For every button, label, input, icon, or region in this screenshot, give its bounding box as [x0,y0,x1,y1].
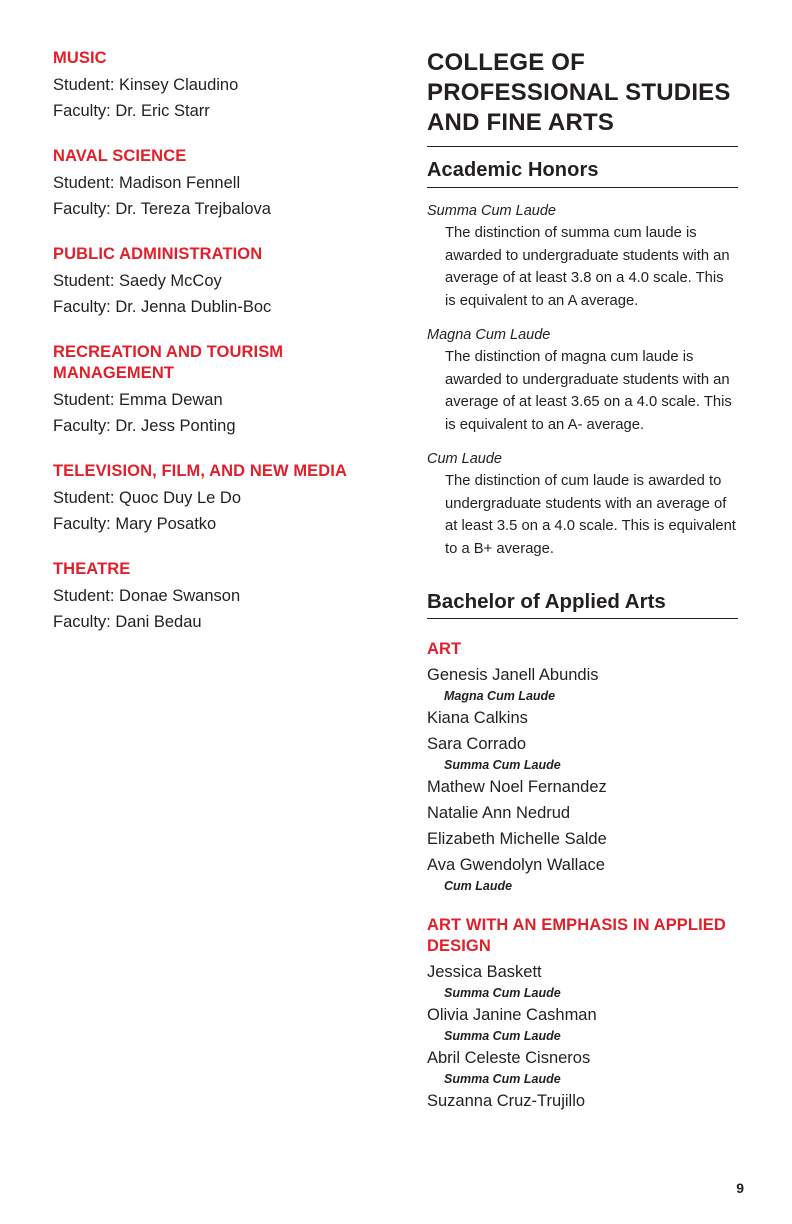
department-student: Student: Emma Dewan [53,391,223,409]
honor-term: Cum Laude [427,451,502,467]
academic-honors-divider [427,187,738,188]
graduate-name: Olivia Janine Cashman [427,1006,597,1024]
department-student: Student: Kinsey Claudino [53,76,239,94]
degree-divider [427,618,738,619]
graduate-name: Mathew Noel Fernandez [427,778,607,796]
graduate-honor: Summa Cum Laude [444,1029,561,1043]
academic-honors-list [427,202,738,560]
graduate-name: Elizabeth Michelle Salde [427,830,607,848]
page-number: 9 [736,1180,744,1196]
department-block [53,146,373,222]
department-student: Student: Madison Fennell [53,174,241,192]
academic-honors-heading: Academic Honors [427,159,599,181]
department-name: NAVAL SCIENCE [53,147,187,165]
department-student: Student: Saedy McCoy [53,272,222,290]
department-faculty: Faculty: Mary Posatko [53,515,217,533]
graduate-honor: Summa Cum Laude [444,986,561,1000]
department-faculty: Faculty: Dr. Eric Starr [53,102,210,120]
department-block [53,48,373,124]
major-block [427,915,738,1114]
honor-definition [427,450,738,560]
honor-description: The distinction of summa cum laude is awarded to undergraduate students with an average of at least 3.8 on a 4.0 scale. This is equivalent to an A average. [445,225,730,309]
college-title: COLLEGE OF PROFESSIONAL STUDIES AND FINE ARTS [427,49,731,136]
majors-list [427,639,738,1114]
graduate-honor: Summa Cum Laude [444,1072,561,1086]
department-name: PUBLIC ADMINISTRATION [53,245,263,263]
department-block [53,342,373,439]
graduate-name: Abril Celeste Cisneros [427,1049,591,1067]
graduate-name: Kiana Calkins [427,709,528,727]
department-block [53,559,373,635]
department-name: TELEVISION, FILM, AND NEW MEDIA [53,462,347,480]
graduate-name: Genesis Janell Abundis [427,666,599,684]
graduate-name: Ava Gwendolyn Wallace [427,856,605,874]
honor-description: The distinction of cum laude is awarded to undergraduate students with an average of at least 3.5 on a 4.0 scale. This is equivalent to a B+ average. [445,473,736,557]
honor-definition [427,326,738,436]
graduate-honor: Magna Cum Laude [444,689,556,703]
title-divider [427,146,738,147]
graduate-name: Natalie Ann Nedrud [427,804,571,822]
graduate-name: Suzanna Cruz-Trujillo [427,1092,586,1110]
department-name: MUSIC [53,49,107,67]
major-block [427,639,738,895]
major-name: ART WITH AN EMPHASIS IN APPLIED DESIGN [427,916,726,955]
graduate-name: Sara Corrado [427,735,527,753]
department-name: THEATRE [53,560,131,578]
graduate-name: Jessica Baskett [427,963,542,981]
department-faculty: Faculty: Dr. Tereza Trejbalova [53,200,271,218]
graduate-honor: Cum Laude [444,879,513,893]
department-faculty: Faculty: Dr. Jess Ponting [53,417,236,435]
graduate-honor: Summa Cum Laude [444,758,561,772]
department-faculty: Faculty: Dr. Jenna Dublin-Boc [53,298,272,316]
right-column [427,48,738,1114]
honor-definition [427,202,738,312]
department-name: RECREATION AND TOURISM MANAGEMENT [53,343,284,382]
honor-term: Summa Cum Laude [427,203,556,219]
department-faculty: Faculty: Dani Bedau [53,613,202,631]
honor-description: The distinction of magna cum laude is awarded to undergraduate students with an average of at least 3.65 on a 4.0 scale. This is equivalent to an A- average. [445,349,732,433]
honor-term: Magna Cum Laude [427,327,551,343]
department-block [53,244,373,320]
degree-title: Bachelor of Applied Arts [427,590,666,613]
department-block [53,461,373,537]
department-student: Student: Quoc Duy Le Do [53,489,242,507]
major-name: ART [427,640,462,658]
department-student: Student: Donae Swanson [53,587,241,605]
left-column [53,48,373,635]
